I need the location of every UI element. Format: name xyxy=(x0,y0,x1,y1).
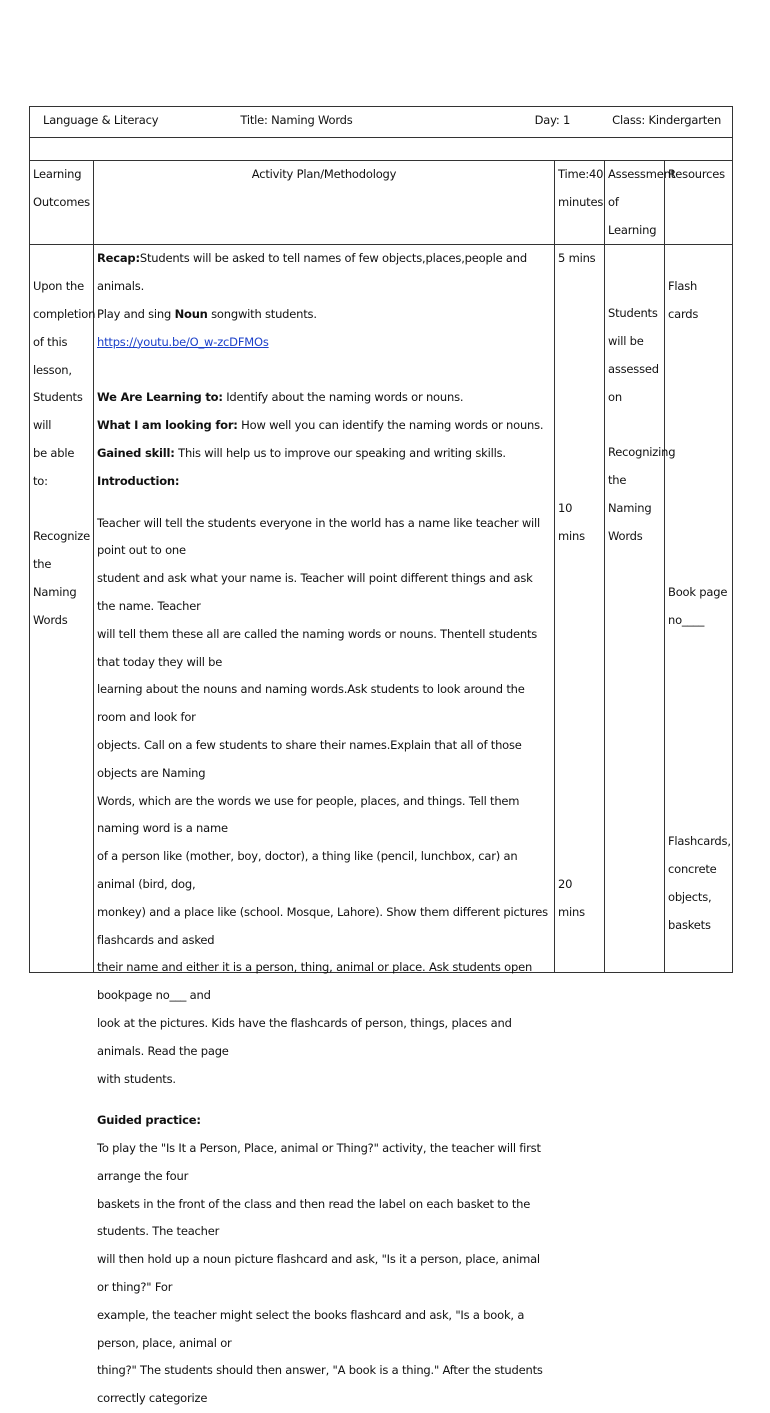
assessment-header: Assessment of Learning xyxy=(605,161,665,245)
resource-guided-materials: Flashcards, concrete objects, baskets xyxy=(668,834,731,932)
song-line: Play and sing Noun songwith students. xyxy=(97,306,317,321)
introduction-text: Teacher will tell the students everyone in the world has a name like teacher will point out to one student and ask what your name is. Teacher will point different things and ask the name. Teacher will tell them these all are called the naming words or nouns. Thentell students that today they will be learning about the nouns and naming words.Ask students to look around the room and look for objects. Call on a few students to share their names.Explain that all of those objects are Naming Words, which are the words we use for people, places, and things. Tell them naming word is a name of a person like (mother, boy, doctor), a thing like (pencil, lunchbox, car) an animal (bird, dog, monkey) and a place like (school. Mosque, Lahore). Show them different pictures flashcards and asked their name and either it is a person, thing, animal or place. Ask students open bookpage no___ and look at the pictures. Kids have the flashcards of person, things, places and animals. Read the page with students. xyxy=(97,515,548,1086)
outcomes-header: Learning Outcomes xyxy=(30,161,94,245)
column-header-row xyxy=(30,161,733,245)
lesson-plan-table xyxy=(29,106,733,1406)
subject-label: Language & Literacy xyxy=(43,113,159,127)
day-label: Day: 1 xyxy=(534,113,571,127)
resource-flash-cards: Flash cards xyxy=(668,279,699,321)
introduction-heading: Introduction: xyxy=(97,473,180,488)
spacer-row xyxy=(30,138,733,161)
lesson-title: Title: Naming Words xyxy=(240,113,353,127)
time-recap: 5 mins xyxy=(558,251,596,266)
resources-header: Resources xyxy=(665,161,733,245)
assessment-cell: Students will be assessed on Recognizing the Naming Words xyxy=(605,245,665,973)
activity-cell xyxy=(94,245,555,1406)
outcomes-cell: Upon the completion of this lesson, Students will be able to: Recognize the Naming Words xyxy=(30,245,94,973)
header-row xyxy=(30,107,733,138)
time-introduction: 10 mins xyxy=(558,501,585,543)
resources-cell xyxy=(665,245,733,973)
wal-line: We Are Learning to: Identify about the naming words or nouns. xyxy=(97,390,464,405)
activity-header: Activity Plan/Methodology xyxy=(94,161,555,245)
time-cell xyxy=(555,245,605,973)
recap-line: Recap:Students will be asked to tell names of few objects,places,people and animals. xyxy=(97,251,527,294)
class-label: Class: Kindergarten xyxy=(612,113,722,127)
time-header: Time:40 minutes xyxy=(555,161,605,245)
content-row xyxy=(30,245,733,973)
time-guided: 20 mins xyxy=(558,876,585,919)
skill-line: Gained skill: This will help us to improve our speaking and writing skills. xyxy=(97,445,506,460)
guided-practice-text: To play the "Is It a Person, Place, animal or Thing?" activity, the teacher will first arrange the four baskets in the front of the class and then read the label on each basket to the students. The teacher will then hold up a noun picture flashcard and ask, "Is it a person, place, animal or thing?" For example, the teacher might select the books flashcard and ask, "Is a book, a person, place, animal or thing?" The students should then answer, "A book is a thing." After the students correctly categorize xyxy=(97,1141,543,1406)
wilf-line: What I am looking for: How well you can identify the naming words or nouns. xyxy=(97,418,544,433)
resource-book-page: Book page no____ xyxy=(668,584,728,627)
guided-practice-heading: Guided practice: xyxy=(97,1113,201,1128)
song-video-link[interactable]: https://youtu.be/O_w-zcDFMOs xyxy=(97,334,269,349)
